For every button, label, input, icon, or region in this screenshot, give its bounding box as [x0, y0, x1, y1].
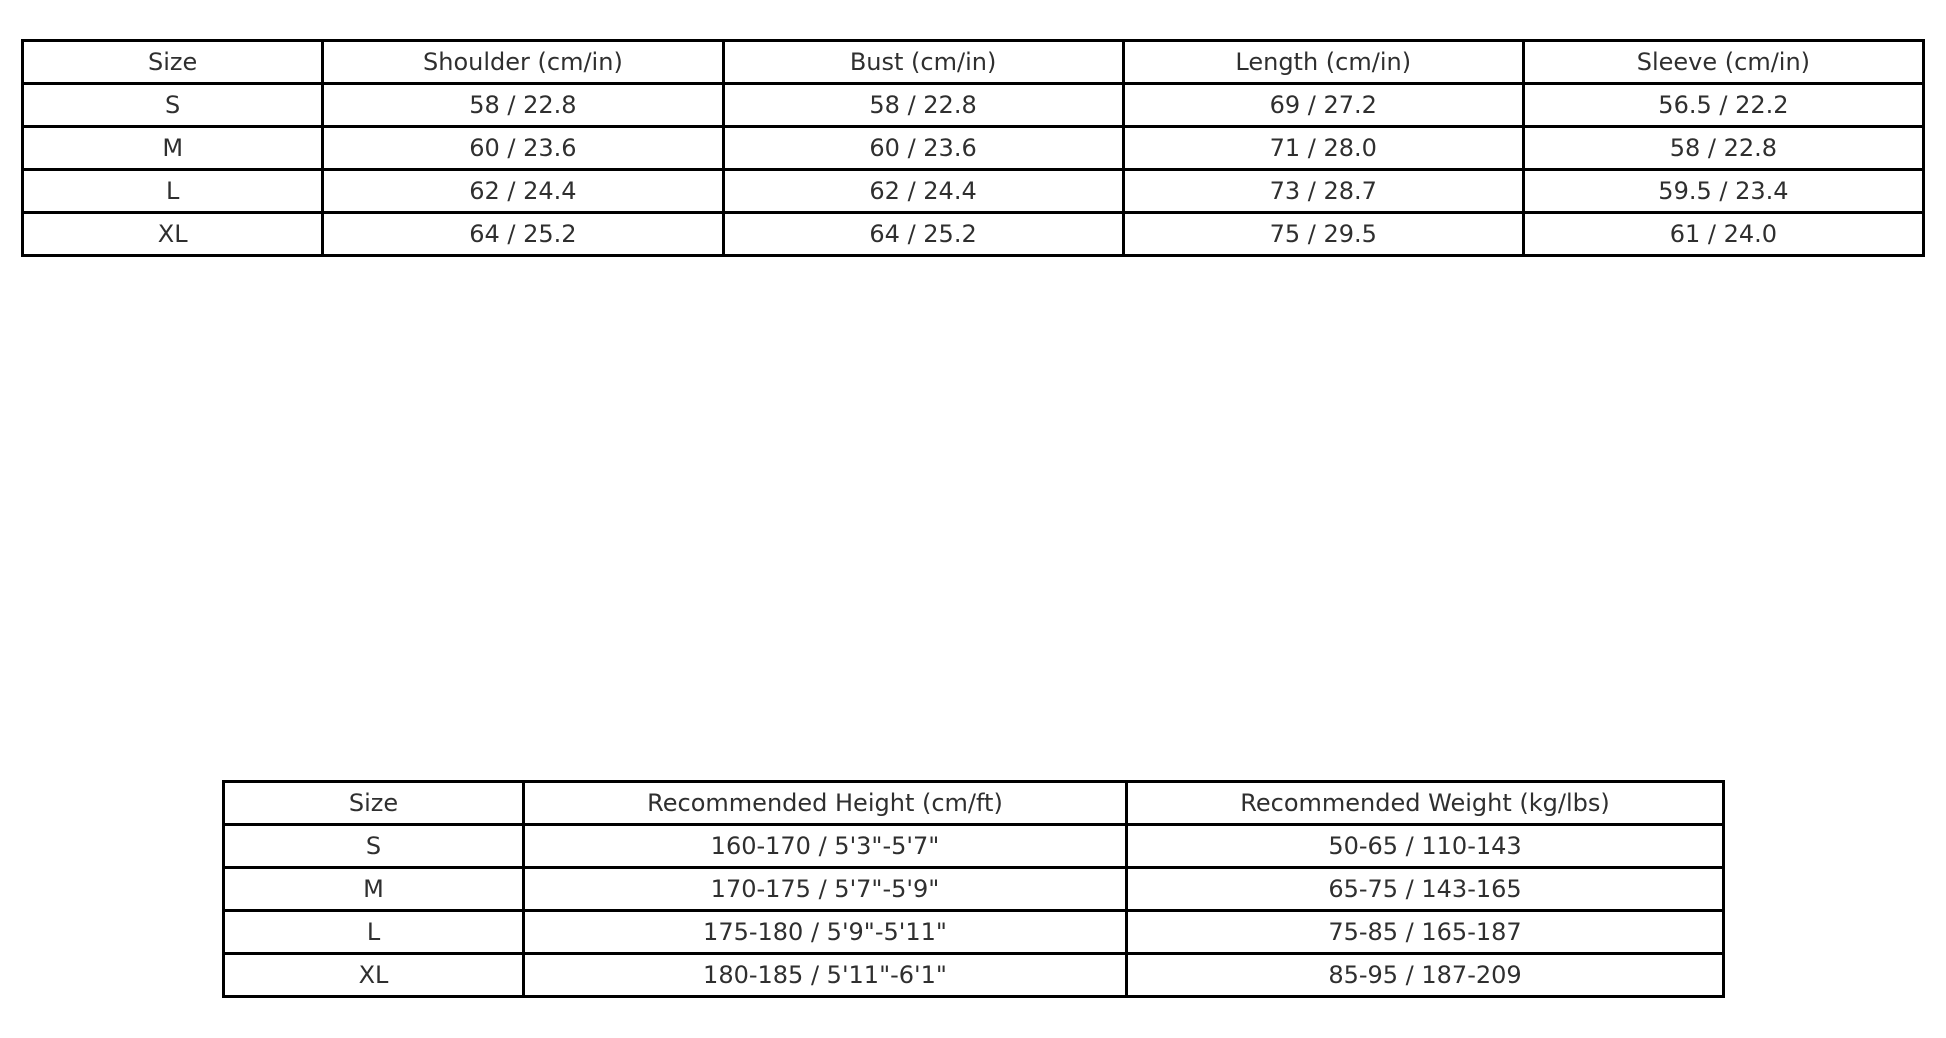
cell-height: 160-170 / 5'3"-5'7" [524, 825, 1127, 868]
table-row-m [224, 868, 1724, 911]
cell-bust: 64 / 25.2 [723, 213, 1123, 256]
cell-bust: 60 / 23.6 [723, 127, 1123, 170]
cell-size: L [23, 170, 323, 213]
cell-shoulder: 60 / 23.6 [323, 127, 723, 170]
cell-size: S [224, 825, 524, 868]
header-recommended-weight: Recommended Weight (kg/lbs) [1127, 782, 1724, 825]
cell-length: 69 / 27.2 [1123, 84, 1523, 127]
cell-sleeve: 58 / 22.8 [1523, 127, 1923, 170]
cell-bust: 62 / 24.4 [723, 170, 1123, 213]
header-size: Size [23, 41, 323, 84]
header-bust: Bust (cm/in) [723, 41, 1123, 84]
cell-size: L [224, 911, 524, 954]
cell-size: XL [23, 213, 323, 256]
cell-sleeve: 56.5 / 22.2 [1523, 84, 1923, 127]
cell-height: 170-175 / 5'7"-5'9" [524, 868, 1127, 911]
cell-weight: 65-75 / 143-165 [1127, 868, 1724, 911]
cell-shoulder: 62 / 24.4 [323, 170, 723, 213]
table-row-s [224, 825, 1724, 868]
table-row-s [23, 84, 1924, 127]
header-length: Length (cm/in) [1123, 41, 1523, 84]
cell-size: S [23, 84, 323, 127]
table-row-l [23, 170, 1924, 213]
cell-sleeve: 61 / 24.0 [1523, 213, 1923, 256]
cell-size: XL [224, 954, 524, 997]
table-row-xl [23, 213, 1924, 256]
cell-size: M [224, 868, 524, 911]
measurement-table [21, 39, 1925, 257]
header-shoulder: Shoulder (cm/in) [323, 41, 723, 84]
cell-shoulder: 64 / 25.2 [323, 213, 723, 256]
cell-size: M [23, 127, 323, 170]
header-size: Size [224, 782, 524, 825]
cell-weight: 75-85 / 165-187 [1127, 911, 1724, 954]
cell-shoulder: 58 / 22.8 [323, 84, 723, 127]
cell-height: 175-180 / 5'9"-5'11" [524, 911, 1127, 954]
cell-length: 75 / 29.5 [1123, 213, 1523, 256]
header-sleeve: Sleeve (cm/in) [1523, 41, 1923, 84]
header-recommended-height: Recommended Height (cm/ft) [524, 782, 1127, 825]
cell-length: 73 / 28.7 [1123, 170, 1523, 213]
recommendation-header-row [224, 782, 1724, 825]
size-recommendation-table [222, 780, 1725, 998]
cell-bust: 58 / 22.8 [723, 84, 1123, 127]
cell-weight: 85-95 / 187-209 [1127, 954, 1724, 997]
table-row-l [224, 911, 1724, 954]
measurement-header-row [23, 41, 1924, 84]
table-row-xl [224, 954, 1724, 997]
cell-weight: 50-65 / 110-143 [1127, 825, 1724, 868]
cell-height: 180-185 / 5'11"-6'1" [524, 954, 1127, 997]
cell-sleeve: 59.5 / 23.4 [1523, 170, 1923, 213]
table-row-m [23, 127, 1924, 170]
cell-length: 71 / 28.0 [1123, 127, 1523, 170]
